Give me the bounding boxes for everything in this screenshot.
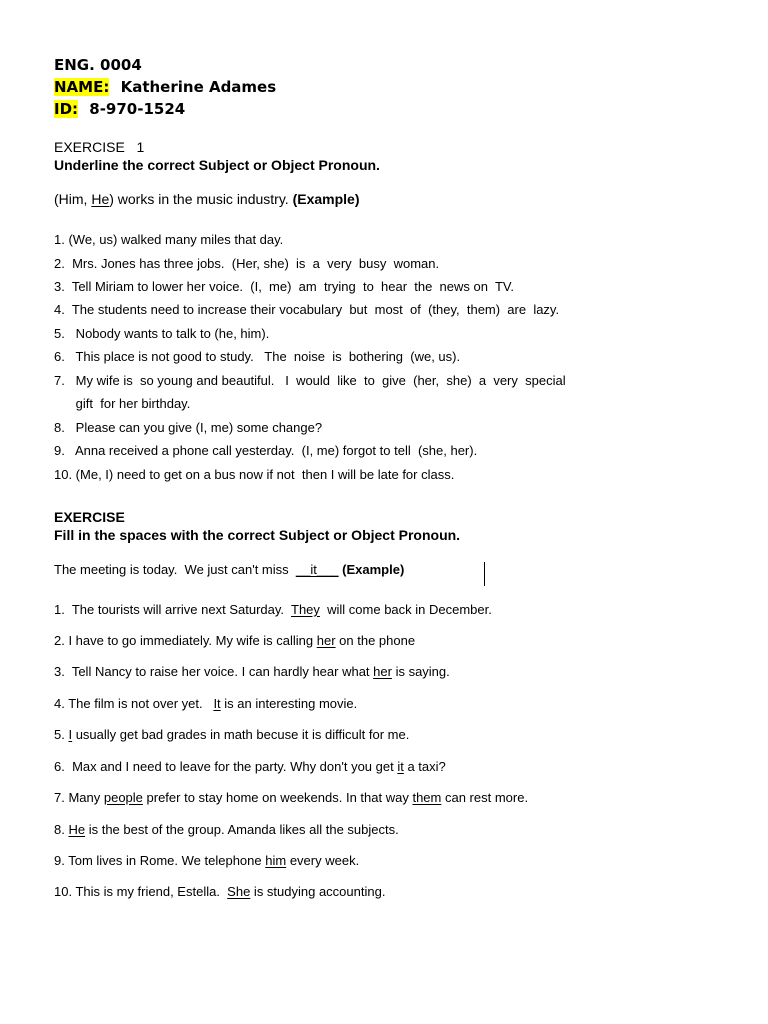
item-answer: people (103, 790, 143, 805)
text-cursor (484, 562, 485, 586)
item-text: 5. (54, 727, 69, 742)
item-text-end: is an interesting movie. (220, 696, 358, 711)
exercise2-item (54, 759, 446, 775)
item-text-end: can rest more. (441, 790, 529, 805)
exercise2-heading: EXERCISE (54, 509, 125, 525)
exercise2-item (54, 884, 385, 900)
exercise1-example (54, 191, 360, 207)
item-text: 1. The tourists will arrive next Saturday. (54, 602, 291, 617)
item-answer: her (373, 664, 392, 679)
exercise1-heading: EXERCISE 1 (54, 139, 145, 155)
item-answer: her (316, 633, 336, 648)
exercise1-item: 7. My wife is so young and beautiful. I would like to give (her, she) a very special (54, 373, 566, 388)
item-text: 3. Tell Nancy to raise her voice. I can hardly hear what (54, 664, 374, 679)
exercise1-item: 10. (Me, I) need to get on a bus now if not then I will be late for class. (54, 467, 455, 482)
item-answer: him (265, 853, 287, 868)
item-text-end: a taxi? (403, 759, 446, 774)
item-text: 6. Max and I need to leave for the party. Why don't you get (54, 759, 398, 774)
item-answer: He (68, 822, 86, 837)
example-text: (Him, (54, 191, 92, 207)
example2-text: The meeting is today. We just can't miss (54, 562, 296, 577)
item-answer: She (227, 884, 251, 899)
example2-tag: (Example) (338, 562, 405, 577)
example-text-end: ) works in the music industry. (109, 191, 293, 207)
exercise2-item (54, 664, 450, 680)
exercise2-item (54, 696, 357, 712)
item-text-mid: prefer to stay home on weekends. In that way (142, 790, 413, 805)
exercise2-item (54, 790, 528, 806)
example-answer: He (91, 191, 110, 207)
item-answer: it (397, 759, 404, 774)
item-answer: I (68, 727, 73, 742)
item-text-end: every week. (286, 853, 360, 868)
exercise1-item: 8. Please can you give (I, me) some change? (54, 420, 323, 435)
example-tag: (Example) (292, 191, 360, 207)
exercise1-item: 1. (We, us) walked many miles that day. (54, 232, 284, 247)
item-text: 2. I have to go immediately. My wife is calling (54, 633, 317, 648)
item-answer: They (291, 602, 320, 617)
id-label: ID: (54, 100, 79, 118)
item-text-end: usually get bad grades in math becuse it is difficult for me. (72, 727, 410, 742)
item-text: 10. This is my friend, Estella. (54, 884, 228, 899)
item-text-end: is the best of the group. Amanda likes all the subjects. (85, 822, 399, 837)
exercise1-item: 5. Nobody wants to talk to (he, him). (54, 326, 270, 341)
exercise1-item: 3. Tell Miriam to lower her voice. (I, me) am trying to hear the news on TV. (54, 279, 514, 294)
item-text: 4. The film is not over yet. (54, 696, 214, 711)
item-answer: It (213, 696, 221, 711)
exercise2-example (54, 562, 404, 578)
student-id-line (54, 99, 185, 119)
exercise1-item: 4. The students need to increase their vocabulary but most of (they, them) are lazy. (54, 302, 560, 317)
example2-answer: __it___ (295, 562, 339, 577)
exercise2-item (54, 727, 409, 743)
student-id: 8-970-1524 (89, 100, 186, 118)
item-text: 8. (54, 822, 69, 837)
name-label: NAME: (54, 78, 110, 96)
course-code: ENG. 0004 (54, 56, 142, 74)
item-text-end: is studying accounting. (250, 884, 386, 899)
exercise2-item (54, 853, 359, 869)
item-text: 7. Many (54, 790, 104, 805)
student-name-line (54, 77, 276, 97)
exercise1-instruction: Underline the correct Subject or Object Pronoun. (54, 157, 380, 173)
exercise1-item: 6. This place is not good to study. The noise is bothering (we, us). (54, 349, 461, 364)
item-text: 9. Tom lives in Rome. We telephone (54, 853, 266, 868)
exercise2-instruction: Fill in the spaces with the correct Subject or Object Pronoun. (54, 527, 461, 543)
exercise1-item: 9. Anna received a phone call yesterday. (I, me) forgot to tell (she, her). (54, 443, 478, 458)
item-answer-2: them (412, 790, 442, 805)
exercise2-item (54, 602, 492, 618)
student-name: Katherine Adames (120, 78, 277, 96)
item-text-end: will come back in December. (319, 602, 492, 617)
exercise1-item: gift for her birthday. (54, 396, 191, 411)
exercise1-item: 2. Mrs. Jones has three jobs. (Her, she) is a very busy woman. (54, 256, 440, 271)
exercise2-item (54, 633, 415, 649)
item-text-end: is saying. (391, 664, 450, 679)
item-text-end: on the phone (335, 633, 416, 648)
exercise2-item (54, 822, 399, 838)
